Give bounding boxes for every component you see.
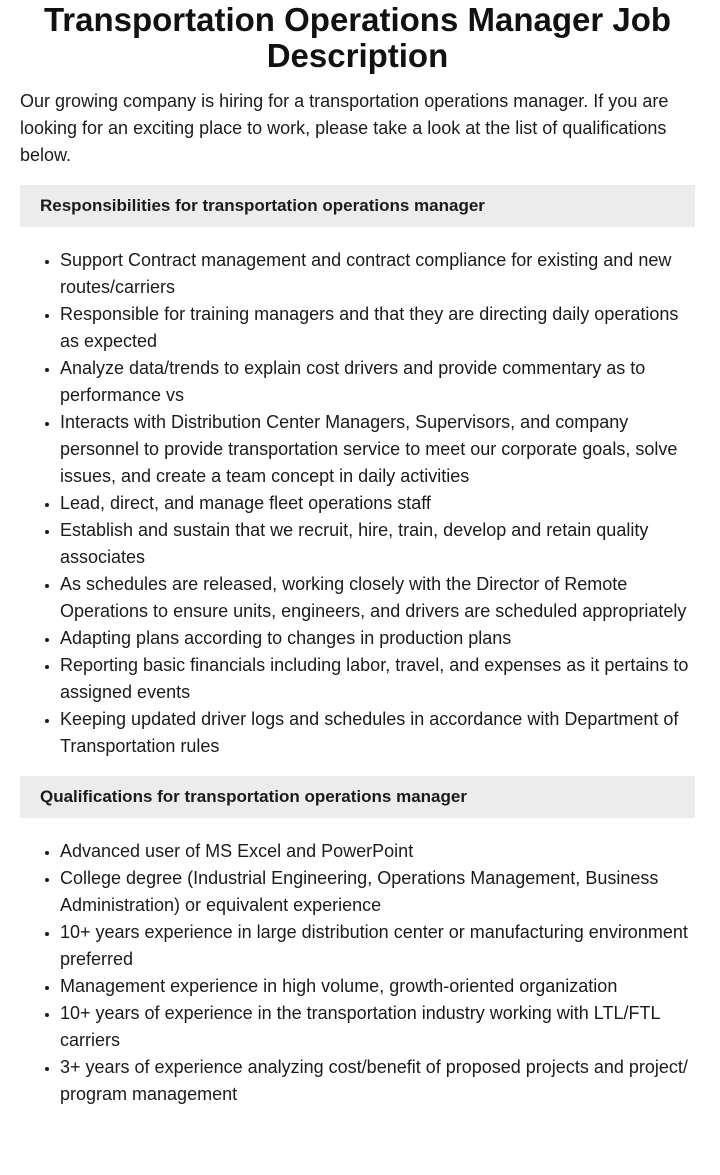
list-item: • College degree (Industrial Engineering, Operations Management, Business Administration) or equivalent experience	[60, 865, 695, 919]
list-item: • As schedules are released, working closely with the Director of Remote Operations to ensure units, engineers, and drivers are scheduled appropriately	[60, 571, 695, 625]
responsibilities-list	[20, 247, 695, 760]
list-item: • Interacts with Distribution Center Managers, Supervisors, and company personnel to provide transportation service to meet our corporate goals, solve issues, and create a team concept in daily activities	[60, 409, 695, 490]
list-item: • Analyze data/trends to explain cost drivers and provide commentary as to performance vs	[60, 355, 695, 409]
list-item: • Establish and sustain that we recruit, hire, train, develop and retain quality associates	[60, 517, 695, 571]
qualifications-heading: Qualifications for transportation operations manager	[20, 776, 695, 818]
list-item: • Responsible for training managers and that they are directing daily operations as expected	[60, 301, 695, 355]
list-item: • Management experience in high volume, growth-oriented organization	[60, 973, 695, 1000]
list-item: • 3+ years of experience analyzing cost/benefit of proposed projects and project/ program management	[60, 1054, 695, 1108]
list-item: • Lead, direct, and manage fleet operations staff	[60, 490, 695, 517]
job-description-page	[0, 2, 720, 1108]
qualifications-list	[20, 838, 695, 1108]
list-item: • Adapting plans according to changes in production plans	[60, 625, 695, 652]
intro-paragraph: Our growing company is hiring for a transportation operations manager. If you are looking for an exciting place to work, please take a look at the list of qualifications below.	[20, 91, 669, 165]
list-item: • Advanced user of MS Excel and PowerPoint	[60, 838, 695, 865]
responsibilities-heading: Responsibilities for transportation operations manager	[20, 185, 695, 227]
list-item: • 10+ years of experience in the transportation industry working with LTL/FTL carriers	[60, 1000, 695, 1054]
list-item: • Support Contract management and contract compliance for existing and new routes/carriers	[60, 247, 695, 301]
page-title: Transportation Operations Manager Job Description	[43, 1, 672, 74]
list-item: • Keeping updated driver logs and schedules in accordance with Department of Transportation rules	[60, 706, 695, 760]
list-item: • 10+ years experience in large distribution center or manufacturing environment preferred	[60, 919, 695, 973]
list-item: • Reporting basic financials including labor, travel, and expenses as it pertains to assigned events	[60, 652, 695, 706]
